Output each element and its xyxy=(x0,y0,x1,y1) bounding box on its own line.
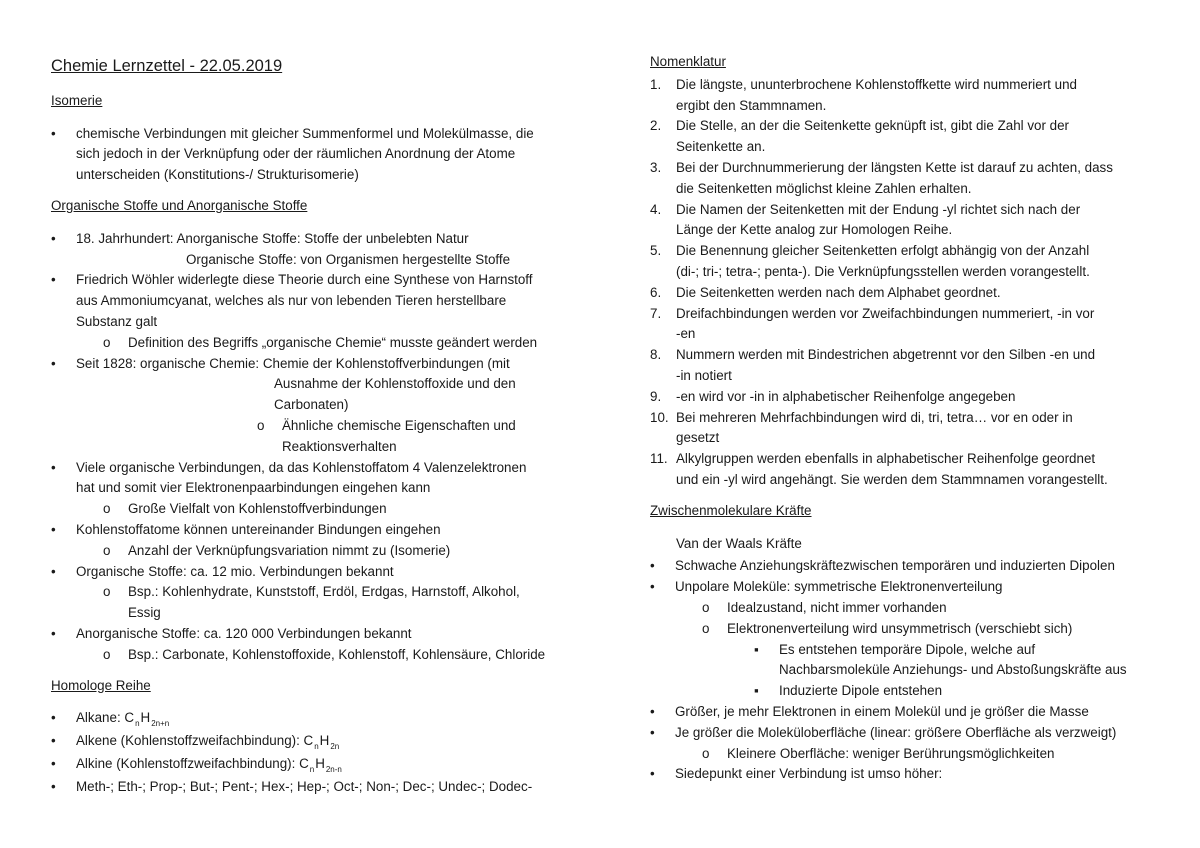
list-number: 9. xyxy=(650,388,662,404)
heading-zwischenmolekulare-kraefte: Zwischenmolekulare Kräfte xyxy=(650,502,812,518)
list-number: 5. xyxy=(650,243,662,259)
sub-list-item: o Bsp.: Kohlenhydrate, Kunststoff, Erdöl, Erdgas, Harnstoff, Alkohol, xyxy=(51,582,599,603)
left-column xyxy=(51,52,599,798)
bullet-icon: • xyxy=(51,710,56,726)
sub-list-item: o Bsp.: Carbonate, Kohlenstoffoxide, Kohlenstoff, Kohlensäure, Chloride xyxy=(51,645,599,666)
sub-list-item: o Elektronenverteilung wird unsymmetrisch (verschiebt sich) xyxy=(650,619,1170,640)
circle-bullet-icon: o xyxy=(103,501,111,517)
heading-nomenklatur: Nomenklatur xyxy=(650,54,726,69)
heading-isomerie: Isomerie xyxy=(51,92,103,108)
list-item: • Viele organische Verbindungen, da das Kohlenstoffatom 4 Valenzelektronen xyxy=(51,458,599,479)
bullet-icon: • xyxy=(51,563,56,579)
bullet-icon: • xyxy=(51,733,56,749)
circle-bullet-icon: o xyxy=(103,646,111,662)
bullet-icon: • xyxy=(51,778,56,794)
list-item: • Schwache Anziehungskräftezwischen temporären und induzierten Dipolen xyxy=(650,556,1170,577)
list-number: 4. xyxy=(650,201,662,217)
circle-bullet-icon: o xyxy=(702,599,710,615)
list-item-continuation: und ein -yl wird angehängt. Sie werden dem Stammnamen vorangestellt. xyxy=(676,471,1108,487)
square-bullet-icon: ▪ xyxy=(754,683,759,699)
numbered-list-item: 11. Alkylgruppen werden ebenfalls in alphabetischer Reihenfolge geordnet xyxy=(650,449,1170,470)
sub-list-item: o Idealzustand, nicht immer vorhanden xyxy=(650,598,1170,619)
sub-sub-list-item: ▪ Es entstehen temporäre Dipole, welche auf xyxy=(650,640,1170,661)
numbered-list-item: 1. Die längste, ununterbrochene Kohlenstoffkette wird nummeriert und xyxy=(650,75,1170,96)
bullet-icon: • xyxy=(51,230,56,246)
bullet-icon: • xyxy=(650,558,655,574)
list-number: 6. xyxy=(650,284,662,300)
sub-list-item: o Anzahl der Verknüpfungsvariation nimmt zu (Isomerie) xyxy=(51,541,599,562)
list-number: 8. xyxy=(650,347,662,363)
bullet-icon: • xyxy=(650,703,655,719)
numbered-list-item: 7. Dreifachbindungen werden vor Zweifachbindungen nummeriert, -in vor xyxy=(650,304,1170,325)
circle-bullet-icon: o xyxy=(103,542,111,558)
list-item-continuation: Carbonaten) xyxy=(274,397,349,413)
bullet-icon: • xyxy=(51,521,56,537)
list-item: • Kohlenstoffatome können untereinander Bindungen eingehen xyxy=(51,520,599,541)
list-item: • chemische Verbindungen mit gleicher Summenformel und Molekülmasse, die xyxy=(51,124,599,145)
bullet-icon: • xyxy=(51,355,56,371)
list-item-alkene: • Alkene (Kohlenstoffzweifachbindung): $C_nH_{2n}$ xyxy=(51,733,340,752)
nomenklatur-list xyxy=(650,75,1170,491)
circle-bullet-icon: o xyxy=(103,334,111,350)
sub-list-item: o Kleinere Oberfläche: weniger Berührungsmöglichkeiten xyxy=(650,744,1170,765)
list-number: 2. xyxy=(650,118,662,134)
list-item-continuation: Substanz galt xyxy=(76,313,158,329)
list-item-continuation: gesetzt xyxy=(676,430,720,446)
subheading-van-der-waals: Van der Waals Kräfte xyxy=(676,535,802,551)
bullet-icon: • xyxy=(51,625,56,641)
sub-list-item: o Definition des Begriffs „organische Chemie“ musste geändert werden xyxy=(51,333,599,354)
list-item-continuation: Länge der Kette analog zur Homologen Reihe. xyxy=(676,222,953,238)
list-item-continuation: -in notiert xyxy=(676,367,732,383)
bullet-icon: • xyxy=(51,125,56,141)
numbered-list-item: 10. Bei mehreren Mehrfachbindungen wird di, tri, tetra… vor en oder in xyxy=(650,408,1170,429)
list-number: 11. xyxy=(650,451,668,467)
list-item-alkine: • Alkine (Kohlenstoffzweifachbindung): $C_nH_{2n-n}$ xyxy=(51,755,342,774)
bullet-icon: • xyxy=(650,724,655,740)
bullet-icon: • xyxy=(650,579,655,595)
list-item-continuation: Essig xyxy=(128,605,161,621)
list-item: • Unpolare Moleküle: symmetrische Elektronenverteilung xyxy=(650,577,1170,598)
list-item-continuation: aus Ammoniumcyanat, welches als nur von lebenden Tieren herstellbare xyxy=(76,293,507,309)
list-item: • Je größer die Moleküloberfläche (linear: größere Oberfläche als verzweigt) xyxy=(650,723,1170,744)
sub-list-item: o Große Vielfalt von Kohlenstoffverbindungen xyxy=(51,499,599,520)
document-title: Chemie Lernzettel - 22.05.2019 xyxy=(51,57,283,75)
list-item: • Seit 1828: organische Chemie: Chemie der Kohlenstoffverbindungen (mit xyxy=(51,354,599,375)
bullet-icon: • xyxy=(51,755,56,771)
heading-homologe-reihe: Homologe Reihe xyxy=(51,677,151,693)
list-number: 7. xyxy=(650,305,662,321)
sub-list-item: o Ähnliche chemische Eigenschaften und xyxy=(51,416,599,437)
circle-bullet-icon: o xyxy=(702,745,710,761)
bullet-icon: • xyxy=(51,272,56,288)
list-number: 3. xyxy=(650,159,662,175)
numbered-list-item: 3. Bei der Durchnummerierung der längsten Kette ist darauf zu achten, dass xyxy=(650,158,1170,179)
list-item-continuation: Organische Stoffe: von Organismen hergestellte Stoffe xyxy=(186,251,511,267)
list-item: • Größer, je mehr Elektronen in einem Molekül und je größer die Masse xyxy=(650,702,1170,723)
circle-bullet-icon: o xyxy=(702,620,710,636)
list-item-continuation: Ausnahme der Kohlenstoffoxide und den xyxy=(274,376,516,392)
circle-bullet-icon: o xyxy=(103,584,111,600)
list-item-continuation: Nachbarsmoleküle Anziehungs- und Abstoßungskräfte aus xyxy=(779,662,1127,678)
list-item-continuation: Reaktionsverhalten xyxy=(282,438,397,454)
numbered-list-item: 6. Die Seitenketten werden nach dem Alphabet geordnet. xyxy=(650,283,1170,304)
circle-bullet-icon: o xyxy=(257,417,265,433)
list-item-continuation: ergibt den Stammnamen. xyxy=(676,97,827,113)
heading-organisch: Organische Stoffe und Anorganische Stoffe xyxy=(51,197,308,213)
list-item-continuation: (di-; tri-; tetra-; penta-). Die Verknüpfungsstellen werden vorangestellt. xyxy=(676,263,1090,279)
list-item: • Friedrich Wöhler widerlegte diese Theorie durch eine Synthese von Harnstoff xyxy=(51,270,599,291)
square-bullet-icon: ▪ xyxy=(754,641,759,657)
numbered-list-item: 8. Nummern werden mit Bindestrichen abgetrennt vor den Silben -en und xyxy=(650,345,1170,366)
list-item-alkane: • Alkane: $C_nH_{2n+n}$ xyxy=(51,710,170,729)
list-item-prefixes: • Meth-; Eth-; Prop-; But-; Pent-; Hex-; Hep-; Oct-; Non-; Dec-; Undec-; Dodec- xyxy=(51,777,599,798)
list-item-continuation: die Seitenketten möglichst kleine Zahlen erhalten. xyxy=(676,180,972,196)
numbered-list-item: 5. Die Benennung gleicher Seitenketten erfolgt abhängig von der Anzahl xyxy=(650,241,1170,262)
list-item: • Anorganische Stoffe: ca. 120 000 Verbindungen bekannt xyxy=(51,624,599,645)
list-item-continuation: sich jedoch in der Verknüpfung oder der räumlichen Anordnung der Atome xyxy=(76,146,516,162)
list-number: 1. xyxy=(650,76,662,92)
numbered-list-item: 9. -en wird vor -in in alphabetischer Reihenfolge angegeben xyxy=(650,387,1170,408)
right-column xyxy=(650,52,1170,785)
list-item-continuation: hat und somit vier Elektronenpaarbindungen eingehen kann xyxy=(76,480,431,496)
list-item: • Siedepunkt einer Verbindung ist umso höher: xyxy=(650,764,1170,785)
list-item-continuation: Seitenkette an. xyxy=(676,139,766,155)
bullet-icon: • xyxy=(51,459,56,475)
list-item-continuation: unterscheiden (Konstitutions-/ Strukturisomerie) xyxy=(76,167,359,183)
numbered-list-item: 2. Die Stelle, an der die Seitenkette geknüpft ist, gibt die Zahl vor der xyxy=(650,116,1170,137)
sub-sub-list-item: ▪ Induzierte Dipole entstehen xyxy=(650,681,1170,702)
list-item: • Organische Stoffe: ca. 12 mio. Verbindungen bekannt xyxy=(51,562,599,583)
list-item: • 18. Jahrhundert: Anorganische Stoffe: Stoffe der unbelebten Natur xyxy=(51,229,599,250)
numbered-list-item: 4. Die Namen der Seitenketten mit der Endung -yl richtet sich nach der xyxy=(650,200,1170,221)
list-number: 10. xyxy=(650,409,669,425)
list-item-continuation: -en xyxy=(676,326,696,342)
bullet-icon: • xyxy=(650,766,655,782)
